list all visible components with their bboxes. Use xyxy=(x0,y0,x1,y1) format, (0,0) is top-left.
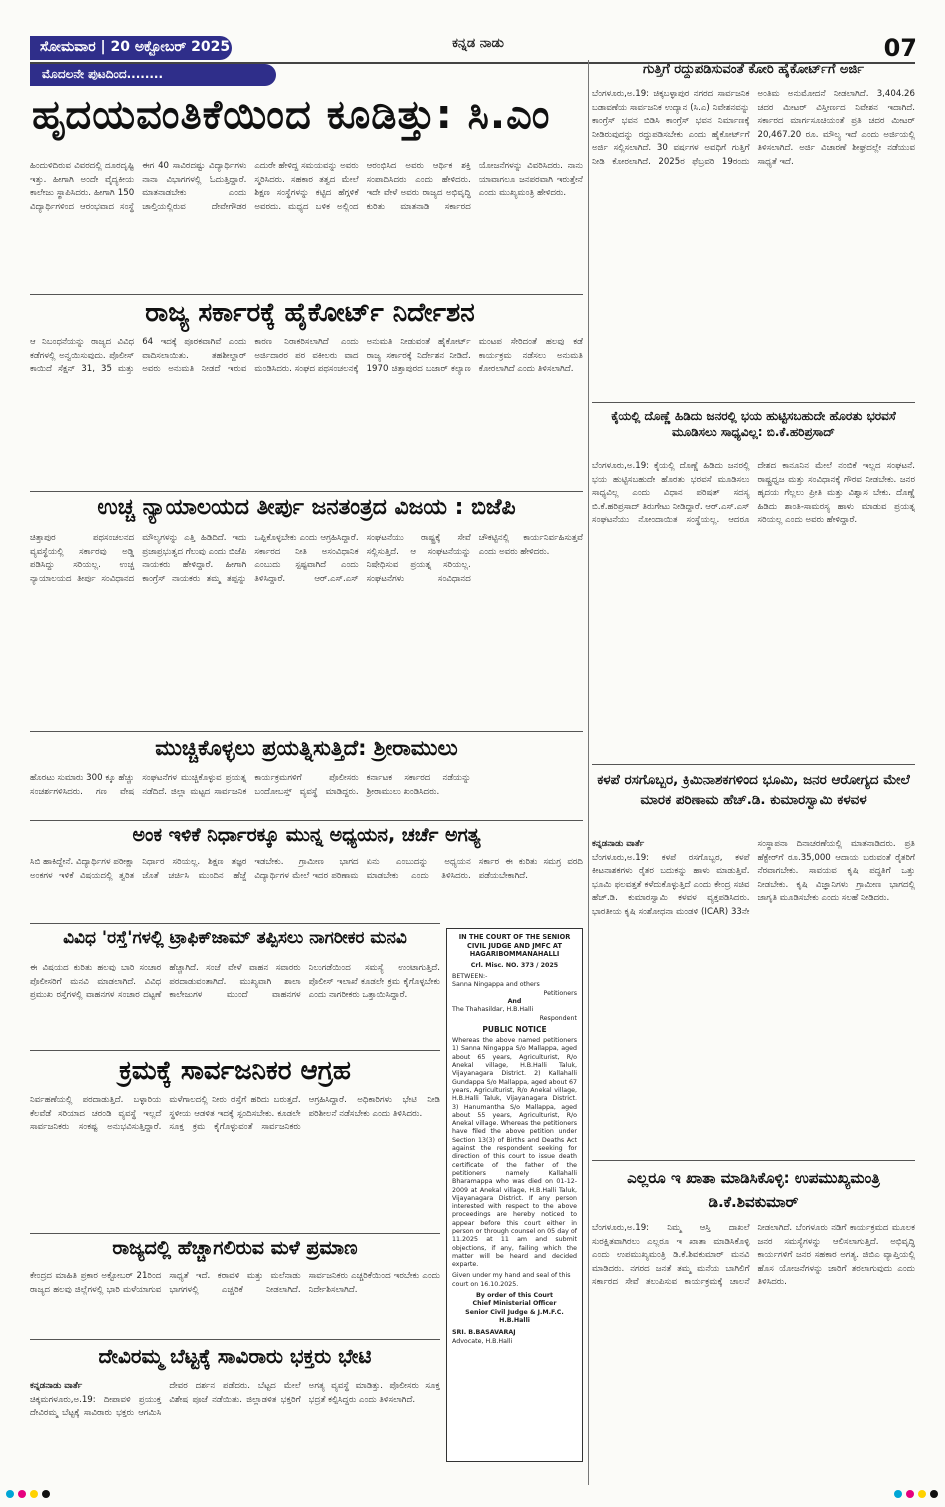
page-number: 07 xyxy=(883,34,917,62)
article-text-traffic-jam xyxy=(30,962,440,1048)
article-body: ನಿರ್ವಹಣೆಯಲ್ಲಿ ಪರದಾಡುತ್ತಿದೆ. ಬಳ್ಳಾರಿಯ ಕೆಲವೆಡೆ ಸರಿಯಾದ ಚರಂಡಿ ವ್ಯವಸ್ಥೆ ಇಲ್ಲದೆ ಸಾರ್ವಜನಿಕರು ಸಂಕಷ್ಟ ಅನುಭವಿಸುತ್ತಿದ್ದಾರೆ. ಮಳೆಗಾಲದಲ್ಲಿ ನೀರು ರಸ್ತೆಗೆ ಹರಿದು ಬರುತ್ತದೆ. ಸ್ಥಳೀಯ ಆಡಳಿತ ಇದಕ್ಕೆ ಸ್ಪಂದಿಸಬೇಕು. ಕೂಡಲೇ ಸೂಕ್ತ ಕ್ರಮ ಕೈಗೊಳ್ಳುವಂತೆ ಸಾರ್ವಜನಿಕರು ಆಗ್ರಹಿಸಿದ್ದಾರೆ. ಅಧಿಕಾರಿಗಳು ಭೇಟಿ ನೀಡಿ ಪರಿಶೀಲನೆ ನಡೆಸಬೇಕು ಎಂದು ತಿಳಿಸಿದರು. xyxy=(30,1095,440,1133)
article-headline-marks-reduction: ಅಂಕ ಇಳಿಕೆ ನಿರ್ಧಾರಕ್ಕೂ ಮುನ್ನ ಅಧ್ಯಯನ, ಚರ್ಚೆ ಅಗತ್ಯ xyxy=(132,824,481,846)
divider xyxy=(592,764,915,765)
divider xyxy=(30,1050,440,1051)
article-headline-e-khata: ಎಲ್ಲರೂ ಇ ಖಾತಾ ಮಾಡಿಸಿಕೊಳ್ಳಿ: ಉಪಮುಖ್ಯಮಂತ್ರಿ ಡಿ.ಕೆ.ಶಿವಕುಮಾರ್ xyxy=(627,1169,880,1211)
notice-respondent-label: Respondent xyxy=(539,1014,577,1022)
article-body: ಚಿತ್ತಾಪುರ ಪಥಸಂಚಲನದ ವ್ಯವಸ್ಥೆಯಲ್ಲಿ ಸರ್ಕಾರವು ಅಡ್ಡಿ ಪಡಿಸಿದ್ದು ಸರಿಯಲ್ಲ. ಉಚ್ಚ ನ್ಯಾಯಾಲಯದ ತೀರ್ಪು ಸಂವಿಧಾನದ ಮೌಲ್ಯಗಳನ್ನು ಎತ್ತಿ ಹಿಡಿದಿದೆ. ಇದು ಪ್ರಜಾಪ್ರಭುತ್ವದ ಗೆಲುವು ಎಂದು ಬಿಜೆಪಿ ನಾಯಕರು ಹೇಳಿದ್ದಾರೆ. ಹೀಗಾಗಿ ಕಾಂಗ್ರೆಸ್ ನಾಯಕರು ತಮ್ಮ ತಪ್ಪನ್ನು ಒಪ್ಪಿಕೊಳ್ಳಬೇಕು ಎಂದು ಆಗ್ರಹಿಸಿದ್ದಾರೆ. ಸರ್ಕಾರದ ನೀತಿ ಅಸಂವಿಧಾನಿಕ ಎಂಬುದು ಸ್ಪಷ್ಟವಾಗಿದೆ ಎಂದು ತಿಳಿಸಿದ್ದಾರೆ. ಆರ್.ಎಸ್.ಎಸ್ ಸಂಘಟನೆಯು ರಾಷ್ಟ್ರಕ್ಕೆ ಸೇವೆ ಸಲ್ಲಿಸುತ್ತಿದೆ. ಆ ಸಂಘಟನೆಯನ್ನು ನಿಷೇಧಿಸುವ ಪ್ರಯತ್ನ ಸರಿಯಲ್ಲ. ಸಂಘಟನೆಗಳು ಸಂವಿಧಾನದ ಚೌಕಟ್ಟಿನಲ್ಲಿ ಕಾರ್ಯನಿರ್ವಹಿಸುತ್ತವೆ ಎಂದು ಅವರು ಹೇಳಿದರು. xyxy=(30,533,583,584)
article-body: ಈ ವಿಷಯದ ಕುರಿತು ಹಲವು ಬಾರಿ ಸಂಚಾರ ಪೊಲೀಸರಿಗೆ ಮನವಿ ಮಾಡಲಾಗಿದೆ. ವಿವಿಧ ಪ್ರಮುಖ ರಸ್ತೆಗಳಲ್ಲಿ ವಾಹನಗಳ ಸಂಚಾರ ದಟ್ಟಣೆ ಹೆಚ್ಚಾಗಿದೆ. ಸಂಜೆ ವೇಳೆ ವಾಹನ ಸವಾರರು ಪರದಾಡುವಂತಾಗಿದೆ. ಮುಖ್ಯವಾಗಿ ಶಾಲಾ ಕಾಲೇಜುಗಳ ಮುಂದೆ ವಾಹನಗಳ ನಿಲುಗಡೆಯಿಂದ ಸಮಸ್ಯೆ ಉಂಟಾಗುತ್ತಿದೆ. ಪೊಲೀಸ್ ಇಲಾಖೆ ಕೂಡಲೇ ಕ್ರಮ ಕೈಗೊಳ್ಳಬೇಕು ಎಂದು ನಾಗರೀಕರು ಒತ್ತಾಯಿಸಿದ್ದಾರೆ. xyxy=(30,963,440,1001)
registration-dot xyxy=(42,1490,50,1498)
notice-parties: Sanna Ningappa and others xyxy=(452,981,540,989)
article-dateline: ಕನ್ನಡನಾಡು ವಾರ್ತೆ xyxy=(30,1381,83,1391)
notice-between: BETWEEN:- xyxy=(452,973,488,981)
article-text-marks-reduction xyxy=(30,856,583,920)
issue-date: ಸೋಮವಾರ | 20 ಅಕ್ಟೋಬರ್ 2025 xyxy=(30,36,232,60)
article-headline-kumaraswamy: ಕಳಪೆ ರಸಗೊಬ್ಬರ, ಕ್ರಿಮಿನಾಶಕಗಳಿಂದ ಭೂಮಿ, ಜನರ ಆರೋಗ್ಯದ ಮೇಲೆ ಮಾರಕ ಪರಿಣಾಮ ಹೆಚ್.ಡಿ. ಕುಮಾರಸ್ವಾಮಿ ಕಳವಳ xyxy=(597,772,910,808)
masthead-logo: ಕನ್ನಡ ನಾಡು xyxy=(452,36,504,51)
article-body: ಕೇಂದ್ರದ ಮಾಹಿತಿ ಪ್ರಕಾರ ಅಕ್ಟೋಬರ್ 21ರಿಂದ ರಾಜ್ಯದ ಹಲವು ಜಿಲ್ಲೆಗಳಲ್ಲಿ ಭಾರಿ ಮಳೆಯಾಗುವ ಸಾಧ್ಯತೆ ಇದೆ. ಕರಾವಳಿ ಮತ್ತು ಮಲೆನಾಡು ಭಾಗಗಳಲ್ಲಿ ಎಚ್ಚರಿಕೆ ನೀಡಲಾಗಿದೆ. ಸಾರ್ವಜನಿಕರು ಎಚ್ಚರಿಕೆಯಿಂದ ಇರಬೇಕು ಎಂದು ನಿರ್ದೇಶಿಸಲಾಗಿದೆ. xyxy=(30,1271,440,1295)
registration-dot xyxy=(930,1490,938,1498)
divider xyxy=(30,923,440,924)
article-text-rain xyxy=(30,1270,440,1336)
article-headline-public-demand: ಕ್ರಮಕ್ಕೆ ಸಾರ್ವಜನಿಕರ ಆಗ್ರಹ xyxy=(119,1056,351,1086)
notice-advocate: SRI. B.BASAVARAJ xyxy=(452,1329,516,1337)
article-text-lease-petition xyxy=(592,88,915,398)
notice-judge: Senior Civil Judge & J.M.F.C. xyxy=(465,1308,564,1316)
main-story-body: ಹಿಂದುಳಿದಿರುವ ವಿವರದಲ್ಲಿ ದೂರದೃಷ್ಟಿ ಇತ್ತು. ಹೀಗಾಗಿ ಅಂದೇ ವೈದ್ಯಕೀಯ ಕಾಲೇಜು ಸ್ಥಾಪಿಸಿದರು. ಹೀಗಾಗಿ 150 ವಿದ್ಯಾರ್ಥಿಗಳಿಂದ ಆರಂಭವಾದ ಸಂಸ್ಥೆ ಈಗ 40 ಸಾವಿರದಷ್ಟು ವಿದ್ಯಾರ್ಥಿಗಳು ನಾನಾ ವಿಭಾಗಗಳಲ್ಲಿ ಓದುತ್ತಿದ್ದಾರೆ. ಮಾತನಾಡಬೇಕು ಎಂದು ಚಾಲ್ತಿಯಲ್ಲಿರುವ ದೇವೇಗೌಡರ ಎದುರೇ ಹೇಳಿದ್ದ ಸಮಯವನ್ನು ಅವರು ಸ್ಮರಿಸಿದರು. ಸಹಕಾರ ತತ್ವದ ಮೇಲೆ ಶಿಕ್ಷಣ ಸಂಸ್ಥೆಗಳನ್ನು ಕಟ್ಟಿದ ಹೆಗ್ಗಳಿಕೆ ಅವರದು. ಮಧ್ಯದ ಬಳಿಕ ಅಲ್ಲಿಂದ ಆರಂಭಿಸಿದ ಅವರು ಆರ್ಥಿಕ ಶಕ್ತಿ ಸಂಪಾದಿಸಿದರು ಎಂದು ಹೇಳಿದರು. ಇದೇ ವೇಳೆ ಅವರು ರಾಜ್ಯದ ಅಭಿವೃದ್ಧಿ ಕುರಿತು ಮಾತನಾಡಿ ಸರ್ಕಾರದ ಯೋಜನೆಗಳನ್ನು ವಿವರಿಸಿದರು. ನಾನು ಯಾವಾಗಲೂ ಜನಪರವಾಗಿ ಇರುತ್ತೇನೆ ಎಂದು ಮುಖ್ಯಮಂತ್ರಿ ಹೇಳಿದರು. xyxy=(30,161,583,212)
notice-case-number: Crl. Misc. NO. 373 / 2025 xyxy=(470,961,559,969)
page-header xyxy=(30,36,915,62)
article-dateline: ಕನ್ನಡನಾಡು ವಾರ್ತೆ xyxy=(592,839,645,849)
divider xyxy=(592,1160,915,1161)
notice-officer: Chief Ministerial Officer xyxy=(472,1300,557,1308)
main-headline: ಹೃದಯವಂತಿಕೆಯಿಂದ ಕೂಡಿತ್ತು: ಸಿ.ಎಂ xyxy=(32,92,551,138)
article-body: ಆ ನಿಬಂಧನೆಯನ್ನು ರಾಜ್ಯದ ವಿವಿಧ ಕಡೆಗಳಲ್ಲಿ ಅನ್ವಯಿಸುವುದು. ಪೊಲೀಸ್ ಕಾಯಿದೆ ಸೆಕ್ಷನ್ 31, 35 ಮತ್ತು 64 ಇದಕ್ಕೆ ಪೂರಕವಾಗಿವೆ ಎಂದು ವಾದಿಸಲಾಯಿತು. ತಹಶೀಲ್ದಾರ್ ಅವರು ಅನುಮತಿ ನೀಡದೆ ಇರುವ ಕಾರಣ ನಿರಾಕರಿಸಲಾಗಿದೆ ಎಂದು ಅರ್ಜಿದಾರರ ಪರ ವಕೀಲರು ವಾದ ಮಂಡಿಸಿದರು. ಸಂಘದ ಪಥಸಂಚಲನಕ್ಕೆ ಅನುಮತಿ ನೀಡುವಂತೆ ಹೈಕೋರ್ಟ್ ರಾಜ್ಯ ಸರ್ಕಾರಕ್ಕೆ ನಿರ್ದೇಶನ ನೀಡಿದೆ. 1970 ಚಿತ್ತಾಪುರದ ಬಜಾರ್ ಕಲ್ಯಾಣ ಮಂಟಪ ಸೇರಿದಂತೆ ಹಲವು ಕಡೆ ಕಾರ್ಯಕ್ರಮ ನಡೆಸಲು ಅನುಮತಿ ಕೋರಲಾಗಿದೆ ಎಂದು ತಿಳಿಸಲಾಗಿದೆ. xyxy=(30,337,583,375)
registration-dot xyxy=(906,1490,914,1498)
article-headline-deviramma: ದೇವಿರಮ್ಮ ಬೆಟ್ಟಕ್ಕೆ ಸಾವಿರಾರು ಭಕ್ತರು ಭೇಟಿ xyxy=(98,1344,372,1368)
divider xyxy=(592,402,915,403)
article-headline-lease-petition: ಗುತ್ತಿಗೆ ರದ್ದುಪಡಿಸುವಂತೆ ಕೋರಿ ಹೈಕೋರ್ಟ್‌ಗೆ ಅರ್ಜಿ xyxy=(643,62,864,77)
divider xyxy=(30,1233,440,1234)
notice-title: PUBLIC NOTICE xyxy=(482,1024,547,1034)
print-registration-marks xyxy=(0,1488,945,1502)
registration-dot xyxy=(30,1490,38,1498)
registration-dot xyxy=(6,1490,14,1498)
divider xyxy=(30,1339,440,1340)
article-body: ಬೆಂಗಳೂರು,ಅ.19: ನಿಮ್ಮ ಆಸ್ತಿ ದಾಖಲೆ ಸುರಕ್ಷಿತವಾಗಿರಲು ಎಲ್ಲರೂ ಇ ಖಾತಾ ಮಾಡಿಸಿಕೊಳ್ಳಿ ಎಂದು ಉಪಮುಖ್ಯಮಂತ್ರಿ ಡಿ.ಕೆ.ಶಿವಕುಮಾರ್ ಮನವಿ ಮಾಡಿದರು. ನಗರದ ಜನತೆ ತಮ್ಮ ಮನೆಯ ಬಾಗಿಲಿಗೆ ಸರ್ಕಾರದ ಸೇವೆ ತಲುಪಿಸುವ ಕಾರ್ಯಕ್ರಮಕ್ಕೆ ಚಾಲನೆ ನೀಡಲಾಗಿದೆ. ಬೆಂಗಳೂರು ನಡಿಗೆ ಕಾರ್ಯಕ್ರಮದ ಮೂಲಕ ಜನರ ಸಮಸ್ಯೆಗಳನ್ನು ಆಲಿಸಲಾಗುತ್ತಿದೆ. ಅಭಿವೃದ್ಧಿ ಕಾರ್ಯಗಳಿಗೆ ಜನರ ಸಹಕಾರ ಅಗತ್ಯ. ಜಿಬಿಎ ವ್ಯಾಪ್ತಿಯಲ್ಲಿ ಹೊಸ ಯೋಜನೆಗಳನ್ನು ಜಾರಿಗೆ ತರಲಾಗುವುದು ಎಂದು ತಿಳಿಸಿದರು. xyxy=(592,1223,915,1288)
article-text-deviramma xyxy=(30,1380,440,1484)
article-headline-traffic-jam: ವಿವಿಧ 'ರಸ್ತೆ'ಗಳಲ್ಲಿ ಟ್ರಾಫಿಕ್‌ಜಾಮ್ ತಪ್ಪಿಸಲು ನಾಗರೀಕರ ಮನವಿ xyxy=(63,928,407,948)
main-story-text xyxy=(30,160,583,290)
article-body: ಬೆಂಗಳೂರು,ಅ.19: ಕಳಪೆ ರಸಗೊಬ್ಬರ, ಕಳಪೆ ಕೀಟನಾಶಕಗಳು ರೈತರ ಬದುಕನ್ನು ಹಾಳು ಮಾಡುತ್ತಿವೆ. ಭೂಮಿ ಫಲವತ್ತತೆ ಕಳೆದುಕೊಳ್ಳುತ್ತಿದೆ ಎಂದು ಕೇಂದ್ರ ಸಚಿವ ಹೆಚ್.ಡಿ. ಕುಮಾರಸ್ವಾಮಿ ಕಳವಳ ವ್ಯಕ್ತಪಡಿಸಿದರು. ಭಾರತೀಯ ಕೃಷಿ ಸಂಶೋಧನಾ ಮಂಡಳಿ (ICAR) 33ನೇ ಸಂಸ್ಥಾಪನಾ ದಿನಾಚರಣೆಯಲ್ಲಿ ಮಾತನಾಡಿದರು. ಪ್ರತಿ ಹೆಕ್ಟೇರ್‌ಗೆ ರೂ.35,000 ಆದಾಯ ಬರುವಂತೆ ರೈತರಿಗೆ ನೆರವಾಗಬೇಕು. ಸಾವಯವ ಕೃಷಿ ಪದ್ಧತಿಗೆ ಒತ್ತು ನೀಡಬೇಕು. ಕೃಷಿ ವಿಜ್ಞಾನಿಗಳು ಗ್ರಾಮೀಣ ಭಾಗದಲ್ಲಿ ಜಾಗೃತಿ ಮೂಡಿಸಬೇಕು ಎಂದು ಸಲಹೆ ನೀಡಿದರು. xyxy=(592,839,915,917)
article-body: ಹೊರಟು ಸುಮಾರು 300 ಕ್ಕೂ ಹೆಚ್ಚು ಸಂಚರ್ಶಗಳಿಸಿದರು. ಗಣ ವೇಷ ಸಂಘಟನೆಗಳ ಮುಚ್ಚಿಕೊಳ್ಳುವ ಪ್ರಯತ್ನ ನಡೆದಿದೆ. ಜಿಲ್ಲಾ ಮಟ್ಟದ ಸಾರ್ವಜನಿಕ ಕಾರ್ಯಕ್ರಮಗಳಿಗೆ ಪೊಲೀಸರು ಬಂದೋಬಸ್ತ್ ವ್ಯವಸ್ಥೆ ಮಾಡಿದ್ದರು. ಕರ್ನಾಟಕ ಸರ್ಕಾರದ ನಡೆಯನ್ನು ಶ್ರೀರಾಮುಲು ಖಂಡಿಸಿದರು. xyxy=(30,773,471,797)
registration-dot xyxy=(18,1490,26,1498)
notice-given: Given under my hand and seal of this court on 16.10.2025. xyxy=(452,1272,571,1288)
notice-respondent: The Thahasildar, H.B.Halli xyxy=(452,1006,534,1014)
divider xyxy=(30,820,583,821)
notice-advocate-label: Advocate, H.B.Halli xyxy=(452,1337,513,1345)
notice-order: By order of this Court xyxy=(476,1292,553,1300)
registration-dot xyxy=(894,1490,902,1498)
article-body: ಸಿಬಿ ಹಾಕಿದ್ದೇನೆ. ವಿದ್ಯಾರ್ಥಿಗಳ ಪರೀಕ್ಷಾ ಅಂಕಗಳ ಇಳಿಕೆ ವಿಷಯದಲ್ಲಿ ತ್ವರಿತ ನಿರ್ಧಾರ ಸರಿಯಲ್ಲ. ಶಿಕ್ಷಣ ತಜ್ಞರ ಜೊತೆ ಚರ್ಚಿಸಿ ಮುಂದಿನ ಹೆಜ್ಜೆ ಇಡಬೇಕು. ಗ್ರಾಮೀಣ ಭಾಗದ ವಿದ್ಯಾರ್ಥಿಗಳ ಮೇಲೆ ಇದರ ಪರಿಣಾಮ ಏನು ಎಂಬುದನ್ನು ಅಧ್ಯಯನ ಮಾಡಬೇಕು ಎಂದು ತಿಳಿಸಿದರು. ಸರ್ಕಾರ ಈ ಕುರಿತು ಸಮಗ್ರ ವರದಿ ಪಡೆಯಬೇಕಾಗಿದೆ. xyxy=(30,857,583,881)
article-headline-rain: ರಾಜ್ಯದಲ್ಲಿ ಹೆಚ್ಚಾಗಲಿರುವ ಮಳೆ ಪ್ರಮಾಣ xyxy=(112,1237,358,1259)
divider xyxy=(30,731,583,732)
article-headline-sriramulu: ಮುಚ್ಚಿಕೊಳ್ಳಲು ಪ್ರಯತ್ನಿಸುತ್ತಿದೆ: ಶ್ರೀರಾಮುಲು xyxy=(155,736,458,760)
article-text-hariprasad xyxy=(592,460,915,760)
notice-body: Whereas the above named petitioners 1) Sanna Ningappa S/o Mallappa, aged about 65 years, Agriculturist, R/o Anekal village, H.B.Halli Taluk, Vijayanagara District. 2) Kallahalli Gundappa S/o Mallappa, aged about 67 years, Agriculturist, R/o Anekal village, H.B.Halli Taluk, Vijayanagara District. 3) Hanumantha S/o Mallappa, aged about 55 years, Agriculturist, R/o Anekal village. Whereas the petitioners have filed the above petition under Section 13(3) of Births and Deaths Act against the respondent seeking for direction of this court to issue death certificate of the father of the petitioners namely Kallahalli Bharamappa who was died on 01-12-2009 at Anekal village, H.B.Halli Taluk, Vijayanagara District. If any person interested with respect to the above proceedings are hereby noticed to appear before this court either in person or through counsel on 05 day of 11.2025 at 11 am and submit objections, if any, failing which the matter will be heard and decided exparte. xyxy=(452,1037,577,1269)
article-text-bjp xyxy=(30,532,583,728)
article-headline-high-court-directive: ರಾಜ್ಯ ಸರ್ಕಾರಕ್ಕೆ ಹೈಕೋರ್ಟ್ ನಿರ್ದೇಶನ xyxy=(145,298,475,328)
section-kicker: ಮೊದಲನೇ ಪುಟದಿಂದ........ xyxy=(30,64,276,86)
notice-place: H.B.Halli xyxy=(499,1316,530,1324)
article-body: ಬೆಂಗಳೂರು,ಅ.19: ಚಿಕ್ಕಬಳ್ಳಾಪುರ ನಗರದ ಸಾರ್ವಜನಿಕ ಬಡಾವಣೆಯ ಸಾರ್ವಜನಿಕ ಉದ್ಯಾನ (ಸಿ.ಎ) ನಿವೇಶನವನ್ನು ಕಾಂಗ್ರೆಸ್ ಭವನ ಬಿಡಿಸಿ ಕಾಂಗ್ರೆಸ್ ಭವನ ನಿರ್ಮಾಣಕ್ಕೆ ನೀಡಿರುವುದನ್ನು ರದ್ದುಪಡಿಸಬೇಕು ಎಂದು ಹೈಕೋರ್ಟ್‌ಗೆ ಅರ್ಜಿ ಸಲ್ಲಿಸಲಾಗಿದೆ. 30 ವರ್ಷಗಳ ಅವಧಿಗೆ ಗುತ್ತಿಗೆ ನೀಡಿ ಕೋರಲಾಗಿದೆ. 2025ರ ಫೆಬ್ರವರಿ 19ರಂದು ಅಂತಿಮ ಅನುಮೋದನೆ ನೀಡಲಾಗಿದೆ. 3,404.26 ಚದರ ಮೀಟರ್ ವಿಸ್ತೀರ್ಣದ ನಿವೇಶನ ಇದಾಗಿದೆ. ಸರ್ಕಾರದ ಮಾರ್ಗಸೂಚಿಯಂತೆ ಪ್ರತಿ ಚದರ ಮೀಟರ್ 20,467.20 ರೂ. ಮೌಲ್ಯ ಇದೆ ಎಂದು ಅರ್ಜಿಯಲ್ಲಿ ತಿಳಿಸಲಾಗಿದೆ. ಅರ್ಜಿ ವಿಚಾರಣೆ ಶೀಘ್ರದಲ್ಲೇ ನಡೆಯುವ ಸಾಧ್ಯತೆ ಇದೆ. xyxy=(592,89,915,167)
divider xyxy=(30,491,583,492)
article-headline-bjp: ಉಚ್ಚ ನ್ಯಾಯಾಲಯದ ತೀರ್ಪು ಜನತಂತ್ರದ ವಿಜಯ : ಬಿಜೆಪಿ xyxy=(97,495,516,520)
article-text-public-demand xyxy=(30,1094,440,1232)
article-headline-hariprasad: ಕೈಯಲ್ಲಿ ದೊಣ್ಣೆ ಹಿಡಿದು ಜನರಲ್ಲಿ ಭಯ ಹುಟ್ಟಿಸಬಹುದೇ ಹೊರತು ಭರವಸೆ ಮೂಡಿಸಲು ಸಾಧ್ಯವಿಲ್ಲ: ಬಿ.ಕೆ.ಹರಿಪ್ರಸಾದ್ xyxy=(611,409,896,439)
article-body: ಬೆಂಗಳೂರು,ಅ.19: ಕೈಯಲ್ಲಿ ದೊಣ್ಣೆ ಹಿಡಿದು ಜನರಲ್ಲಿ ಭಯ ಹುಟ್ಟಿಸಬಹುದೇ ಹೊರತು ಭರವಸೆ ಮೂಡಿಸಲು ಸಾಧ್ಯವಿಲ್ಲ ಎಂದು ವಿಧಾನ ಪರಿಷತ್ ಸದಸ್ಯ ಬಿ.ಕೆ.ಹರಿಪ್ರಸಾದ್ ತಿರುಗೇಟು ನೀಡಿದ್ದಾರೆ. ಆರ್.ಎಸ್.ಎಸ್ ಸಂಘಟನೆಯು ನೋಂದಾಯಿತ ಸಂಸ್ಥೆಯಲ್ಲ. ಆದರೂ ದೇಶದ ಕಾನೂನಿನ ಮೇಲೆ ನಂಬಿಕೆ ಇಲ್ಲದ ಸಂಘಟನೆ. ರಾಷ್ಟ್ರಧ್ವಜ ಮತ್ತು ಸಂವಿಧಾನಕ್ಕೆ ಗೌರವ ನೀಡಬೇಕು. ಜನರ ಹೃದಯ ಗೆಲ್ಲಲು ಪ್ರೀತಿ ಮತ್ತು ವಿಶ್ವಾಸ ಬೇಕು. ದೊಣ್ಣೆ ಹಿಡಿದು ಶಾಂತಿ-ಸಾಮರಸ್ಯ ಹಾಳು ಮಾಡುವ ಪ್ರಯತ್ನ ಸರಿಯಲ್ಲ ಎಂದು ಅವರು ಹೇಳಿದ್ದಾರೆ. xyxy=(592,461,915,526)
column-divider xyxy=(588,60,589,1485)
legal-notice-box xyxy=(446,928,583,1462)
right-column xyxy=(592,60,915,1490)
notice-and: And xyxy=(507,997,522,1005)
article-text-high-court-directive xyxy=(30,336,583,488)
notice-petitioners: Petitioners xyxy=(543,989,577,997)
article-text-kumaraswamy xyxy=(592,838,915,1156)
article-body: ಚಿಕ್ಕಮಗಳೂರು,ಅ.19: ದೀಪಾವಳಿ ಪ್ರಯುಕ್ತ ದೇವಿರಮ್ಮ ಬೆಟ್ಟಕ್ಕೆ ಸಾವಿರಾರು ಭಕ್ತರು ಆಗಮಿಸಿ ದೇವರ ದರ್ಶನ ಪಡೆದರು. ಬೆಟ್ಟದ ಮೇಲೆ ವಿಶೇಷ ಪೂಜೆ ನಡೆಯಿತು. ಜಿಲ್ಲಾಡಳಿತ ಭಕ್ತರಿಗೆ ಅಗತ್ಯ ವ್ಯವಸ್ಥೆ ಮಾಡಿತ್ತು. ಪೊಲೀಸರು ಸೂಕ್ತ ಭದ್ರತೆ ಕಲ್ಪಿಸಿದ್ದರು ಎಂದು ತಿಳಿಸಲಾಗಿದೆ. xyxy=(30,1381,440,1419)
registration-dot xyxy=(918,1490,926,1498)
notice-court: IN THE COURT OF THE SENIOR CIVIL JUDGE AND JMFC AT HAGARIBOMMANAHALLI xyxy=(458,933,571,959)
divider xyxy=(30,294,583,295)
article-text-e-khata xyxy=(592,1222,915,1486)
article-text-sriramulu xyxy=(30,772,583,818)
